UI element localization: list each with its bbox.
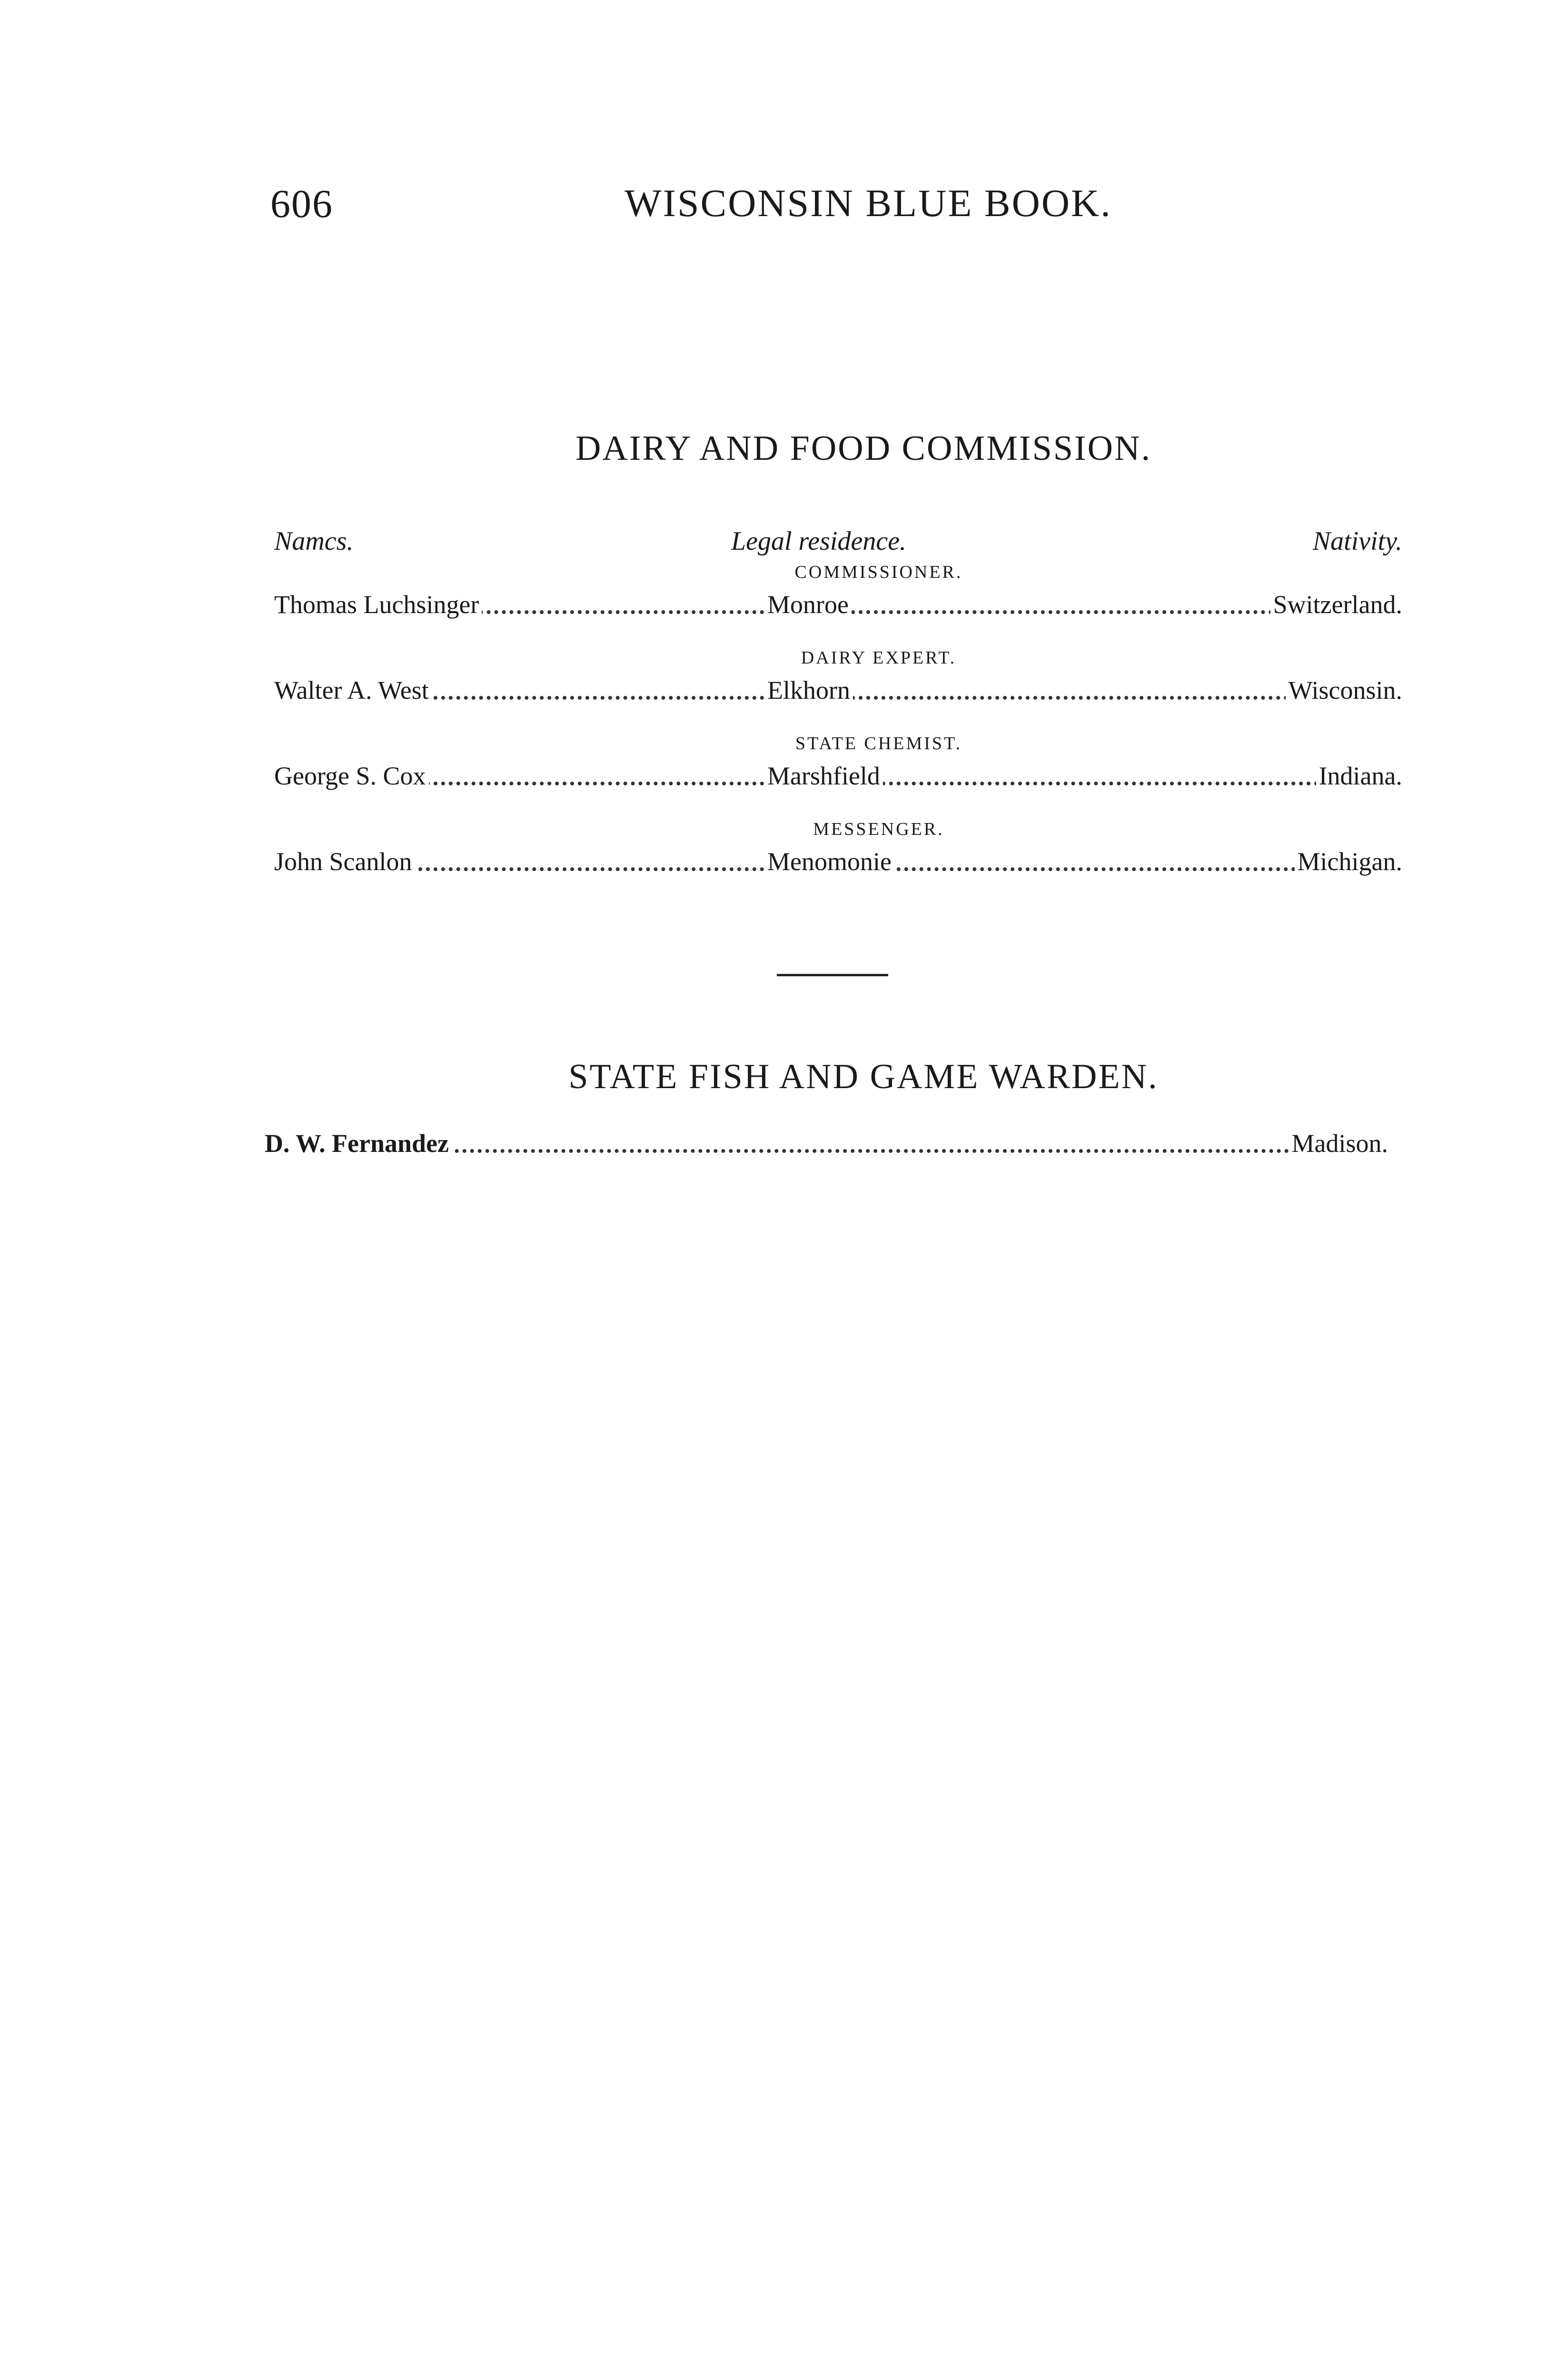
office-title: MESSENGER. xyxy=(813,819,944,839)
office-block-state-chemist xyxy=(274,733,1402,814)
member-name: John Scanlon xyxy=(274,843,415,881)
nativity-column-header: Nativity. xyxy=(1312,526,1402,556)
residence-column-header: Legal residence. xyxy=(731,526,907,556)
member-name: Walter A. West xyxy=(274,671,432,709)
member-nativity: Indiana. xyxy=(1316,757,1402,795)
member-residence: Marshfield xyxy=(764,757,883,795)
warden-entry xyxy=(265,1124,1388,1162)
office-block-messenger xyxy=(274,819,1402,900)
section-divider xyxy=(777,974,888,976)
dairy-commission-title: DAIRY AND FOOD COMMISSION. xyxy=(575,429,1152,468)
roster-entry xyxy=(274,757,1402,795)
fish-game-warden-title: STATE FISH AND GAME WARDEN. xyxy=(568,1057,1159,1096)
column-headers xyxy=(274,526,1402,559)
names-column-header: Namcs. xyxy=(274,526,354,556)
member-residence: Monroe xyxy=(764,585,852,624)
office-title: STATE CHEMIST. xyxy=(795,734,962,754)
warden-residence: Madison. xyxy=(1289,1124,1388,1162)
member-nativity: Michigan. xyxy=(1295,843,1402,881)
roster-entry xyxy=(274,671,1402,709)
roster-entry xyxy=(274,843,1402,881)
running-head xyxy=(270,181,1409,238)
book-title: WISCONSIN BLUE BOOK. xyxy=(624,181,1112,225)
member-nativity: Wisconsin. xyxy=(1286,671,1402,709)
member-name: George S. Cox xyxy=(274,757,429,795)
warden-name: D. W. Fernandez xyxy=(265,1124,452,1162)
member-nativity: Switzerland. xyxy=(1270,585,1402,624)
office-title: DAIRY EXPERT. xyxy=(801,648,957,668)
member-residence: Elkhorn xyxy=(764,671,853,709)
roster-entry xyxy=(274,585,1402,624)
office-block-commissioner xyxy=(274,562,1402,643)
office-title: COMMISSIONER. xyxy=(794,562,963,582)
member-residence: Menomonie xyxy=(764,843,894,881)
office-block-dairy-expert xyxy=(274,647,1402,728)
member-name: Thomas Luchsinger xyxy=(274,585,482,624)
page-number: 606 xyxy=(270,182,333,226)
